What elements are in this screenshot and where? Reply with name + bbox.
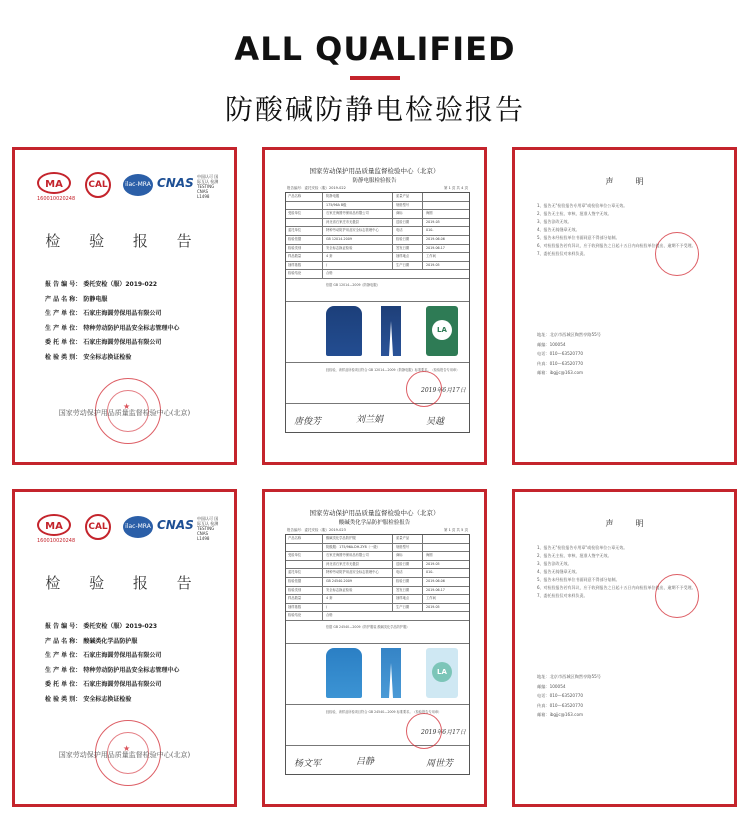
statement-stamp xyxy=(655,574,699,618)
report-stamp xyxy=(406,371,442,407)
la-label-icon: LA xyxy=(432,662,452,682)
pants-photo xyxy=(381,306,401,356)
report-number: 报告编号：委托安检（服）2019-023 xyxy=(287,528,346,532)
statement-item: 7、委托检验仅对来样负责。 xyxy=(537,593,588,598)
statement-contact xyxy=(537,330,601,378)
table-row: 委托单位 特种劳动防护用品安全标志管理中心 电话 010- xyxy=(286,569,469,578)
table-row: 河北省石家庄市无极县 送检日期 2019.05 xyxy=(286,561,469,570)
la-label-icon: LA xyxy=(432,320,452,340)
contact-fax: 传真：010—63520770 xyxy=(537,702,584,708)
signature-block xyxy=(286,746,469,774)
statement-contact xyxy=(537,672,601,720)
cover-fields xyxy=(45,620,179,707)
contact-phone: 电话：010—63520770 xyxy=(537,693,584,698)
signature-tester: 周世芳 xyxy=(426,758,454,769)
table-row: 防酸服：175/96A-DH-ZY8（一级） 规格型号 xyxy=(286,544,469,553)
statement-item: 6、对检验报告若有异议，应于收到报告之日起十五日内向检验单位提出，逾期不予受理。 xyxy=(537,585,696,590)
conclusion-text: 经检验，该样品所检项目符合 GB 24540—2009 标准要求。（检验报告专用章） xyxy=(326,709,442,714)
jacket-photo xyxy=(326,306,362,356)
report-page: 第 1 页 共 5 页 xyxy=(443,528,468,532)
test-basis-block xyxy=(286,279,469,302)
conclusion-block xyxy=(286,363,469,404)
report-subheading: 酸碱类化学品防护服检验报告 xyxy=(338,520,411,526)
table-row: 样品数量 4 套 抽样地点 工作间 xyxy=(286,595,469,604)
contact-postcode: 邮编：100054 xyxy=(537,341,566,347)
statement-item: 4、报告无骑缝章无效。 xyxy=(537,569,580,574)
field-manufacturer: 生 产 单 位： 石家庄海圆劳保用品有限公司 xyxy=(45,652,162,659)
report-meta xyxy=(287,528,468,533)
bag-photo xyxy=(426,306,458,356)
cover-report-acid-alkali[interactable] xyxy=(12,489,237,807)
contact-email: 邮箱：ibgjjc@163.com xyxy=(537,370,584,375)
field-product-name: 产 品 名 称： 酸碱类化学品防护服 xyxy=(45,637,138,645)
test-basis-block xyxy=(286,621,469,644)
field-test-type: 检 验 类 别： 安全标志换证检验 xyxy=(45,695,132,703)
contact-address: 地址：北京市西城区陶然亭路55号 xyxy=(537,332,601,337)
signature-approver: 唐俊芳 xyxy=(294,416,322,427)
ilac-mra-logo-icon: ilac-MRA xyxy=(123,174,153,196)
cma-logo-icon: MA xyxy=(37,172,71,194)
signature-date: 2019年6月17日 xyxy=(421,386,466,394)
field-report-no: 报 告 编 号： 委托安检（服）2019-022 xyxy=(45,281,158,288)
statement-item: 6、对检验报告若有异议，应于收到报告之日起十五日内向检验单位提出，逾期不予受理。 xyxy=(537,243,696,248)
stamp-star-icon: ★ xyxy=(123,744,131,753)
cnas-subtitle: 中国认可 国际互认 检测 TESTING CNAS L1498 xyxy=(197,174,219,199)
header-title-cn: 防酸碱防静电检验报告 xyxy=(224,93,525,126)
cover-report-antistatic[interactable] xyxy=(12,147,237,465)
table-row: 检验依据 GB 12014-2009 检验日期 2019.06.06 xyxy=(286,236,469,245)
sample-photo-block xyxy=(286,302,469,363)
header-title-en: ALL QUALIFIED xyxy=(234,30,516,68)
test-basis-text: 依据 GB 12014—2009《防静电服》 xyxy=(326,282,380,287)
report-antistatic[interactable] xyxy=(262,147,487,465)
report-heading: 国家劳动保护用品质量监督检验中心（北京） xyxy=(309,167,440,175)
conclusion-text: 经检验，该样品所检项目符合 GB 12014—2009《防静电服》标准要求。（检验报告专用章） xyxy=(326,367,460,372)
cnas-logo-icon: CNAS xyxy=(157,518,194,532)
cover-footer: 国家劳动保护用品质量监督检验中心(北京) xyxy=(58,751,191,759)
statement-title: 声明 xyxy=(605,177,666,186)
report-heading: 国家劳动保护用品质量监督检验中心（北京） xyxy=(309,509,440,517)
report-number: 报告编号：委托安检（服）2019-022 xyxy=(287,186,346,190)
sample-photo-block xyxy=(286,644,469,705)
statement-stamp xyxy=(655,232,699,276)
statement-item: 7、委托检验仅对来样负责。 xyxy=(537,251,588,256)
statement-page-1[interactable] xyxy=(512,147,737,465)
cal-logo-icon: CAL xyxy=(85,172,111,198)
signature-tester: 吴越 xyxy=(426,416,445,427)
table-row: 产品名称 防静电服 质量产品 xyxy=(286,193,469,202)
report-table xyxy=(285,534,470,775)
statement-item: 1、报告无"检验报告专用章"或检验单位公章无效。 xyxy=(537,203,628,208)
statement-item: 4、报告无骑缝章无效。 xyxy=(537,227,580,232)
statement-item: 2、报告无主检、审核、批准人签字无效。 xyxy=(537,211,612,216)
field-producer: 生 产 单 位： 特种劳动防护用品安全标志管理中心 xyxy=(45,666,180,674)
report-table xyxy=(285,192,470,433)
page-header xyxy=(0,0,750,135)
table-row: 检验结论 合格 xyxy=(286,270,469,279)
bag-photo xyxy=(426,648,458,698)
stamp-star-icon: ★ xyxy=(123,402,131,411)
cma-logo-icon: MA xyxy=(37,514,71,536)
jacket-photo xyxy=(326,648,362,698)
contact-fax: 传真：010—63520770 xyxy=(537,360,584,366)
statement-item: 3、报告涂改无效。 xyxy=(537,561,572,566)
statement-title: 声明 xyxy=(605,519,666,528)
table-row: 检验依据 GB 24540-2009 检验日期 2019.06.06 xyxy=(286,578,469,587)
report-acid-alkali[interactable] xyxy=(262,489,487,807)
field-report-no: 报 告 编 号： 委托安检（服）2019-023 xyxy=(45,623,158,630)
statement-item: 3、报告涂改无效。 xyxy=(537,219,572,224)
table-row: 产品名称 酸碱类化学品防护服 质量产品 xyxy=(286,535,469,544)
table-row: 检验类别 安全标志换证检验 签发日期 2019.06.17 xyxy=(286,587,469,596)
cert-logos xyxy=(37,172,217,204)
cover-fields xyxy=(45,278,179,365)
signature-block xyxy=(286,404,469,432)
field-client: 委 托 单 位： 石家庄海圆劳保用品有限公司 xyxy=(45,339,162,346)
field-client: 委 托 单 位： 石家庄海圆劳保用品有限公司 xyxy=(45,681,162,688)
contact-address: 地址：北京市西城区陶然亭路55号 xyxy=(537,674,601,679)
header-divider xyxy=(350,76,400,80)
cnas-subtitle: 中国认可 国际互认 检测 TESTING CNAS L1498 xyxy=(197,516,219,541)
ilac-mra-logo-icon: ilac-MRA xyxy=(123,516,153,538)
signature-approver: 杨文军 xyxy=(294,758,322,769)
table-row: 受检单位 石家庄海圆劳保用品有限公司 商标 海圆 xyxy=(286,552,469,561)
cover-footer: 国家劳动保护用品质量监督检验中心(北京) xyxy=(58,409,191,417)
report-stamp xyxy=(406,713,442,749)
report-page: 第 1 页 共 4 页 xyxy=(443,186,468,190)
statement-item: 1、报告无"检验报告专用章"或检验单位公章无效。 xyxy=(537,545,628,550)
table-row: 检验结论 合格 xyxy=(286,612,469,621)
report-subheading: 防静电服检验报告 xyxy=(352,178,397,184)
statement-item: 5、报告未经检验单位书面同意不得部分复制。 xyxy=(537,235,620,240)
statement-page-2[interactable] xyxy=(512,489,737,807)
conclusion-block xyxy=(286,705,469,746)
cert-logos xyxy=(37,514,217,546)
test-basis-text: 依据 GB 24540—2009《防护服装 酸碱类化学品防护服》 xyxy=(326,624,410,629)
table-row: 检验类别 安全标志换证检验 签发日期 2019.06.17 xyxy=(286,245,469,254)
cma-number: 160010020248 xyxy=(37,538,76,544)
table-row: 河北省石家庄市无极县 送检日期 2019-05 xyxy=(286,219,469,228)
field-test-type: 检 验 类 别： 安全标志换证检验 xyxy=(45,353,132,361)
statement-item: 5、报告未经检验单位书面同意不得部分复制。 xyxy=(537,577,620,582)
signature-reviewer: 刘兰娟 xyxy=(356,414,384,425)
table-row: 受检单位 石家庄海圆劳保用品有限公司 商标 海圆 xyxy=(286,210,469,219)
table-row: 175/96A B级 规格型号 xyxy=(286,202,469,211)
cal-logo-icon: CAL xyxy=(85,514,111,540)
signature-date: 2019年6月17日 xyxy=(421,728,466,736)
field-producer: 生 产 单 位： 特种劳动防护用品安全标志管理中心 xyxy=(45,324,180,332)
field-manufacturer: 生 产 单 位： 石家庄海圆劳保用品有限公司 xyxy=(45,310,162,317)
contact-phone: 电话：010—63520770 xyxy=(537,351,584,356)
signature-reviewer: 吕静 xyxy=(356,756,375,767)
table-row: 样品数量 4 套 抽样地点 工作间 xyxy=(286,253,469,262)
table-row: 委托单位 特种劳动防护用品安全标志管理中心 电话 010- xyxy=(286,227,469,236)
cma-number: 160010020248 xyxy=(37,196,76,202)
field-product-name: 产 品 名 称： 防静电服 xyxy=(45,295,108,303)
statement-item: 2、报告无主检、审核、批准人签字无效。 xyxy=(537,553,612,558)
cover-title: 检 验 报 告 xyxy=(45,232,204,250)
report-meta xyxy=(287,186,468,191)
contact-email: 邮箱：ibgjjc@163.com xyxy=(537,712,584,717)
cover-title: 检 验 报 告 xyxy=(45,574,204,592)
table-row: 抽样基数 / 生产日期 2019.05 xyxy=(286,604,469,613)
contact-postcode: 邮编：100054 xyxy=(537,683,566,689)
cnas-logo-icon: CNAS xyxy=(157,176,194,190)
pants-photo xyxy=(381,648,401,698)
table-row: 抽样基数 / 生产日期 2019.05 xyxy=(286,262,469,271)
